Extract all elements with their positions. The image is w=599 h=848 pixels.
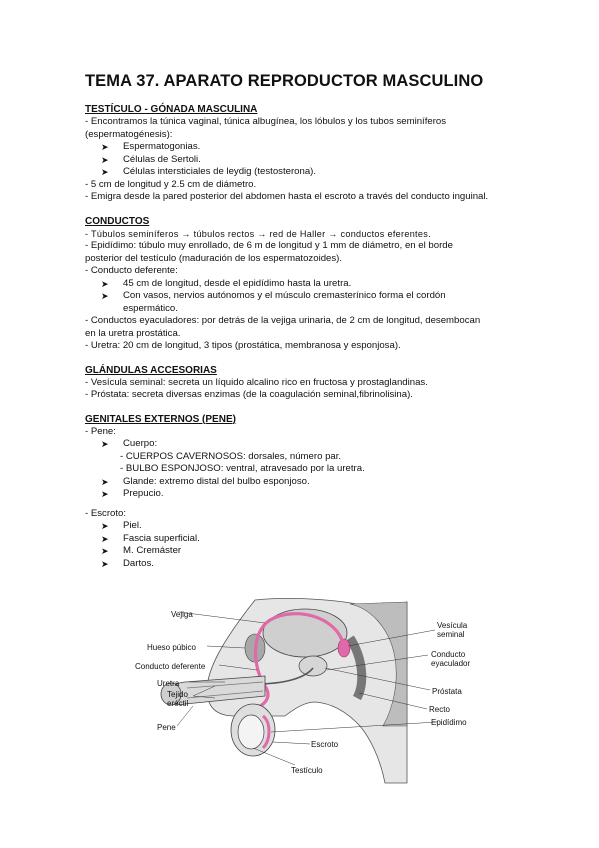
anatomy-figure — [135, 598, 485, 783]
text-line: posterior del testículo (maduración de los espermatozoides). — [85, 252, 343, 264]
label-hueso-pubico: Hueso púbico — [147, 643, 196, 652]
list-item: ➤ Espermatogonias. — [101, 141, 201, 152]
label-tejido: Tejido — [167, 690, 188, 699]
text-line: - Túbulos seminíferos → túbulos rectos → red de Haller → conductos eferentes. — [85, 228, 431, 239]
list-item: ➤ Fascia superficial. — [101, 532, 200, 544]
label-vejiga: Vejiga — [171, 610, 193, 619]
arrow-bullet-icon: ➤ — [101, 291, 109, 301]
section-heading-genitales: GENITALES EXTERNOS (PENE) — [85, 413, 236, 425]
list-item: ➤ Prepucio. — [101, 488, 164, 499]
list-item: ➤ 45 cm de longitud, desde el epidídimo hasta la uretra. — [101, 277, 352, 289]
arrow-bullet-icon: ➤ — [101, 154, 109, 165]
label-testiculo: Testículo — [291, 766, 323, 775]
list-item: ➤ Piel. — [101, 520, 142, 531]
text-line: - Escroto: — [85, 507, 127, 519]
list-item: ➤ Células intersticiales de leydig (testosterona). — [101, 166, 317, 177]
list-item: ➤ Cuerpo: — [101, 438, 158, 449]
text-line: - Pene: — [85, 425, 116, 437]
label-eyaculador: eyaculador — [431, 659, 471, 668]
label-erectil: eréctil — [167, 699, 189, 708]
text-line: - 5 cm de longitud y 2.5 cm de diámetro. — [85, 178, 257, 190]
text-line: - Próstata: secreta diversas enzimas (de la coagulación seminal,fibrinolisina). — [85, 389, 413, 400]
label-conducto: Conducto — [431, 650, 466, 659]
arrow-bullet-icon: ➤ — [101, 142, 109, 152]
text-line: - Vesícula seminal: secreta un líquido alcalino rico en fructosa y prostaglandinas. — [85, 376, 428, 388]
section-heading-glandulas: GLÁNDULAS ACCESORIAS — [85, 364, 217, 376]
text-line: en la uretra prostática. — [85, 327, 181, 339]
label-seminal: seminal — [437, 630, 465, 639]
list-item-continuation: espermático. — [123, 302, 178, 314]
arrow-bullet-icon: ➤ — [101, 521, 109, 531]
arrow-bullet-icon: ➤ — [101, 476, 109, 487]
label-uretra: Uretra — [157, 679, 180, 688]
male-reproductive-diagram — [135, 598, 485, 783]
label-vesicula: Vesícula — [437, 621, 468, 630]
text-line: - Uretra: 20 cm de longitud, 3 tipos (prostática, membranosa y esponjosa). — [85, 340, 401, 351]
arrow-bullet-icon: ➤ — [101, 533, 109, 544]
arrow-bullet-icon: ➤ — [101, 558, 109, 569]
text-line: (espermatogénesis): — [85, 128, 173, 140]
text-line: - Conductos eyaculadores: por detrás de la vejiga urinaria, de 2 cm de longitud, desembocan — [85, 315, 481, 326]
sub-item: - CUERPOS CAVERNOSOS: dorsales, número par. — [120, 450, 342, 462]
arrow-bullet-icon: ➤ — [101, 167, 109, 177]
text-line: - Epidídimo: túbulo muy enrollado, de 6 m de longitud y 1 mm de diámetro, en el borde — [85, 240, 453, 251]
label-pene: Pene — [157, 723, 176, 732]
list-item: ➤ Dartos. — [101, 557, 154, 569]
text-line: - Encontramos la túnica vaginal, túnica albugínea, los lóbulos y los tubos seminíferos — [85, 116, 447, 127]
list-item: ➤ M. Cremáster — [101, 545, 182, 556]
label-conducto-deferente: Conducto deferente — [135, 662, 206, 671]
arrow-bullet-icon: ➤ — [101, 278, 109, 289]
list-item: ➤ Células de Sertoli. — [101, 153, 201, 165]
label-escroto: Escroto — [311, 740, 339, 749]
sub-item: - BULBO ESPONJOSO: ventral, atravesado por la uretra. — [120, 463, 365, 474]
text-line: - Emigra desde la pared posterior del abdomen hasta el escroto a través del conducto inguinal. — [85, 191, 489, 202]
label-prostata: Próstata — [432, 687, 462, 696]
section-heading-testiculo: TESTÍCULO - GÓNADA MASCULINA — [85, 104, 258, 115]
document-page — [85, 72, 525, 570]
arrow-bullet-icon: ➤ — [101, 439, 109, 449]
label-recto: Recto — [429, 705, 450, 714]
page-title: TEMA 37. APARATO REPRODUCTOR MASCULINO — [85, 72, 484, 90]
label-epididimo: Epidídimo — [431, 718, 467, 727]
list-item: ➤ Con vasos, nervios autónomos y el músculo cremasterínico forma el cordón — [101, 290, 446, 301]
arrow-bullet-icon: ➤ — [101, 546, 109, 556]
list-item: ➤ Glande: extremo distal del bulbo esponjoso. — [101, 475, 310, 487]
text-line: - Conducto deferente: — [85, 265, 178, 276]
section-heading-conductos: CONDUCTOS — [85, 215, 150, 227]
arrow-bullet-icon: ➤ — [101, 489, 109, 499]
